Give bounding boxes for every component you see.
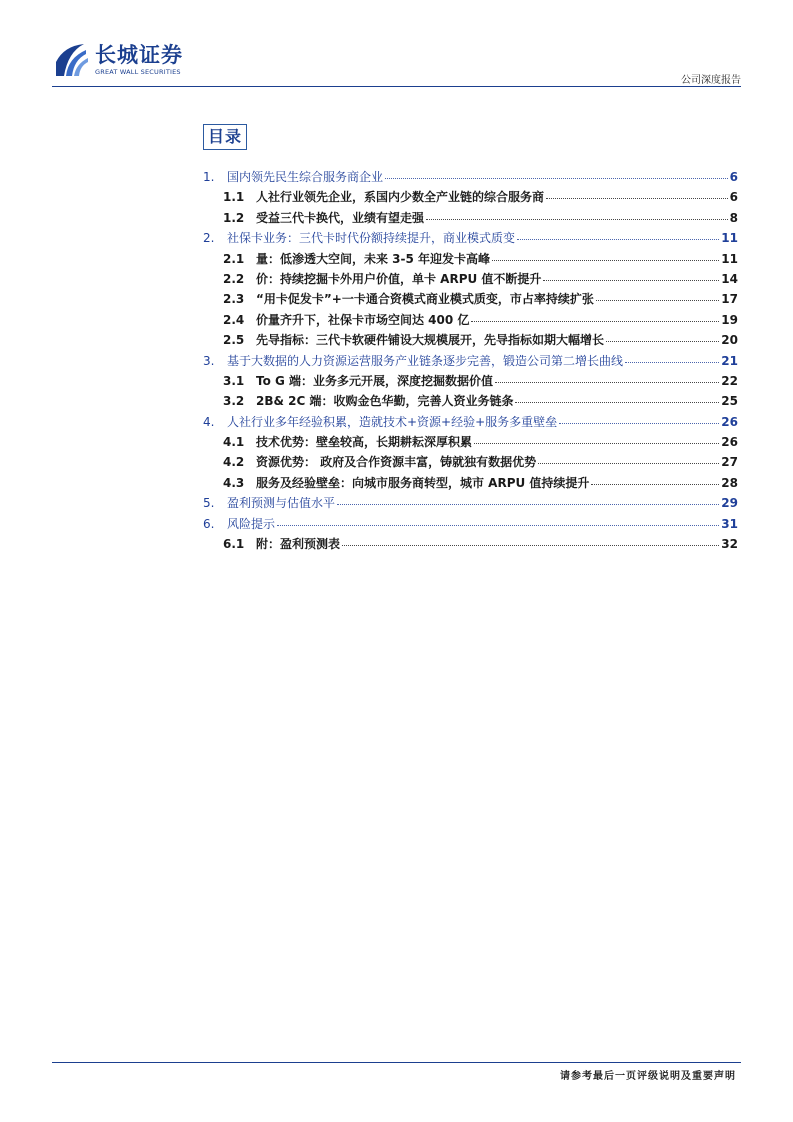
toc-entry-number: 6. [203, 516, 215, 531]
toc-entry[interactable] [203, 250, 738, 270]
toc-entry-page: 19 [721, 312, 738, 327]
header-divider [52, 86, 741, 87]
toc-entry-title: 人社行业多年经验积累，造就技术+资源+经验+服务多重壁垒 [227, 414, 558, 429]
toc-entry-number: 2.1 [223, 251, 245, 266]
toc-entry-title: 资源优势： 政府及合作资源丰富，铸就独有数据优势 [256, 455, 537, 470]
toc-entry-title: 服务及经验壁垒：向城市服务商转型，城市 ARPU 值持续提升 [256, 475, 590, 490]
toc-entry[interactable] [203, 331, 738, 351]
toc-entry[interactable] [203, 474, 738, 494]
toc-entry-page: 6 [729, 190, 738, 205]
toc-leader-dots [546, 186, 728, 199]
toc-entry-title: 价：持续挖掘卡外用户价值，单卡 ARPU 值不断提升 [256, 271, 542, 286]
toc-leader-dots [543, 268, 719, 281]
toc-entry-number: 3. [203, 353, 215, 368]
toc-entry[interactable] [203, 311, 738, 331]
toc-entry-title: 盈利预测与估值水平 [227, 496, 336, 511]
toc-leader-dots [538, 451, 719, 464]
toc-entry-title: 受益三代卡换代，业绩有望走强 [256, 210, 425, 225]
toc-entry-page: 26 [721, 414, 738, 429]
toc-leader-dots [337, 492, 719, 505]
toc-leader-dots [492, 248, 719, 261]
toc-entry[interactable] [203, 433, 738, 453]
toc-entry-page: 28 [721, 475, 738, 490]
toc-title: 目录 [203, 124, 247, 150]
toc-entry-number: 3.1 [223, 373, 245, 388]
toc-entry-page: 21 [721, 353, 738, 368]
toc-leader-dots [277, 513, 719, 526]
company-logo [54, 42, 183, 78]
toc-leader-dots [495, 370, 719, 383]
toc-entry-page: 32 [721, 537, 738, 552]
toc-entry[interactable] [203, 372, 738, 392]
toc-entry-title: 人社行业领先企业，系国内少数全产业链的综合服务商 [256, 190, 545, 205]
table-of-contents [203, 168, 738, 555]
toc-leader-dots [474, 431, 719, 444]
report-type-label: 公司深度报告 [681, 75, 741, 86]
toc-entry-title: 基于大数据的人力资源运营服务产业链条逐步完善，锻造公司第二增长曲线 [227, 353, 624, 368]
toc-leader-dots [606, 329, 719, 342]
toc-entry-page: 31 [721, 516, 738, 531]
toc-entry-number: 1.1 [223, 190, 245, 205]
toc-leader-dots [515, 390, 719, 403]
toc-entry-page: 22 [721, 373, 738, 388]
toc-entry-number: 4. [203, 414, 215, 429]
toc-entry-number: 5. [203, 496, 215, 511]
toc-entry[interactable] [203, 352, 738, 372]
toc-leader-dots [385, 166, 728, 179]
toc-leader-dots [559, 411, 719, 424]
toc-entry-page: 6 [729, 170, 738, 184]
toc-entry-number: 2.2 [223, 271, 245, 286]
toc-entry-page: 11 [721, 251, 738, 266]
toc-leader-dots [625, 350, 719, 363]
toc-entry-number: 4.1 [223, 435, 245, 450]
toc-entry[interactable] [203, 290, 738, 310]
toc-entry-page: 11 [721, 231, 738, 246]
toc-entry-page: 29 [721, 496, 738, 511]
toc-entry-page: 17 [721, 292, 738, 307]
toc-entry-page: 25 [721, 394, 738, 409]
toc-entry-number: 2.3 [223, 292, 245, 307]
toc-entry-title: 社保卡业务：三代卡时代份额持续提升，商业模式质变 [227, 231, 516, 246]
toc-entry-number: 4.3 [223, 475, 245, 490]
toc-leader-dots [517, 227, 719, 240]
toc-entry-page: 20 [721, 333, 738, 348]
toc-leader-dots [596, 288, 719, 301]
toc-entry-title: 先导指标：三代卡软硬件铺设大规模展开，先导指标如期大幅增长 [256, 333, 605, 348]
toc-entry-number: 4.2 [223, 455, 245, 470]
toc-entry-page: 8 [729, 210, 738, 225]
toc-entry-title: To G 端：业务多元开展，深度挖掘数据价值 [256, 373, 494, 388]
toc-entry-page: 26 [721, 435, 738, 450]
toc-entry-title: 风险提示 [227, 516, 276, 531]
toc-leader-dots [426, 207, 728, 220]
toc-entry-title: 价量齐升下，社保卡市场空间达 400 亿 [256, 312, 470, 327]
toc-entry-title: 附：盈利预测表 [256, 537, 341, 552]
toc-entry-number: 1.2 [223, 210, 245, 225]
toc-entry-number: 2.4 [223, 312, 245, 327]
toc-entry-title: 2B& 2C 端：收购金色华勤，完善人资业务链条 [256, 394, 514, 409]
toc-entry-number: 2.5 [223, 333, 245, 348]
toc-entry[interactable] [203, 494, 738, 514]
toc-entry[interactable] [203, 515, 738, 535]
brand-name-en: GREAT WALL SECURITIES [95, 68, 181, 76]
toc-entry[interactable] [203, 229, 738, 249]
toc-entry-page: 27 [721, 455, 738, 470]
toc-entry[interactable] [203, 392, 738, 412]
footer-divider [52, 1062, 741, 1063]
toc-entry[interactable] [203, 188, 738, 208]
footer-disclaimer: 请参考最后一页评级说明及重要声明 [560, 1071, 736, 1082]
toc-entry[interactable] [203, 270, 738, 290]
toc-entry-title: 技术优势：壁垒较高，长期耕耘深厚积累 [256, 435, 473, 450]
toc-entry-number: 1. [203, 170, 215, 184]
toc-leader-dots [471, 309, 719, 322]
toc-entry[interactable] [203, 535, 738, 555]
toc-entry[interactable] [203, 453, 738, 473]
toc-leader-dots [591, 472, 719, 485]
toc-entry-number: 3.2 [223, 394, 245, 409]
toc-entry-number: 2. [203, 231, 215, 246]
brand-name-cn: 长城证券 [95, 43, 183, 67]
toc-entry[interactable] [203, 168, 738, 188]
toc-entry-number: 6.1 [223, 537, 245, 552]
toc-entry-page: 14 [721, 271, 738, 286]
toc-entry[interactable] [203, 209, 738, 229]
toc-entry[interactable] [203, 413, 738, 433]
toc-entry-title: 量：低渗透大空间，未来 3-5 年迎发卡高峰 [256, 251, 491, 266]
toc-entry-title: “用卡促发卡”+一卡通合资模式商业模式质变，市占率持续扩张 [256, 292, 594, 307]
great-wall-logo-icon [54, 42, 90, 78]
toc-entry-title: 国内领先民生综合服务商企业 [227, 170, 384, 184]
toc-leader-dots [342, 533, 719, 546]
